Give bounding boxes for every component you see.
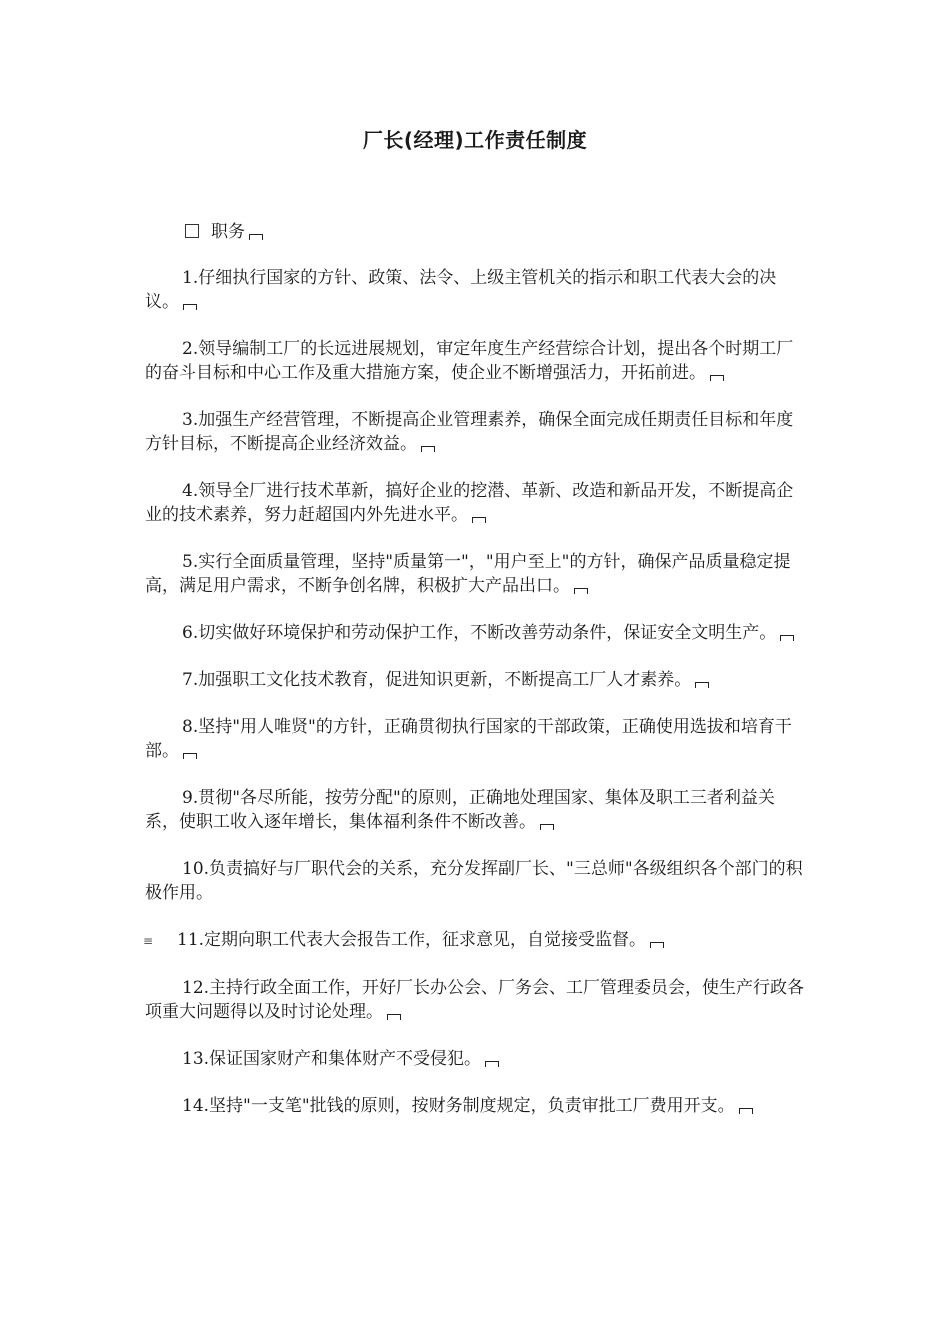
paragraph-mark-icon [249,234,263,240]
list-item [145,408,807,456]
list-item [145,1094,807,1118]
section-heading-text: 职务 [211,222,245,242]
list-item [145,550,807,598]
paragraph-mark-icon [421,446,435,452]
list-item [145,621,807,645]
list-item [145,715,807,763]
list-item-text: 13.保证国家财产和集体财产不受侵犯。 [182,1049,482,1069]
list-item [145,857,807,905]
list-item-text: 6.切实做好环境保护和劳动保护工作，不断改善劳动条件，保证安全文明生产。 [182,623,777,643]
paragraph-mark-icon [387,1014,401,1020]
list-item-text: 2.领导编制工厂的长远进展规划，审定年度生产经营综合计划，提出各个时期工厂的奋斗目标和中心工作及重大措施方案，使企业不断增强活力，开拓前进。 [145,339,794,383]
list-item-text: 9.贯彻"各尽所能，按劳分配"的原则，正确地处理国家、集体及职工三者利益关系，使职工收入逐年增长，集体福利条件不断改善。 [145,788,775,832]
list-item-text: 10.负责搞好与厂职代会的关系，充分发挥副厂长、"三总师"各级组织各个部门的积极作用。 [145,859,803,903]
paragraph-mark-icon [183,753,197,759]
outline-marker-icon: ≡ [143,934,154,948]
list-item [145,266,807,314]
list-item-text: 5.实行全面质量管理，坚持"质量第一"，"用户至上"的方针，确保产品质量稳定提高，满足用户需求，不断争创名牌，积极扩大产品出口。 [145,552,791,596]
paragraph-mark-icon [540,824,554,830]
paragraph-mark-icon [485,1061,499,1067]
list-item-text: 12.主持行政全面工作，开好厂长办公会、厂务会、工厂管理委员会，使生产行政各项重大问题得以及时讨论处理。 [145,978,805,1022]
list-item-text: 11.定期向职工代表大会报告工作，征求意见，自觉接受监督。 [177,930,647,950]
list-item [145,928,807,953]
paragraph-mark-icon [650,942,664,948]
list-item-text: 7.加强职工文化技术教育，促进知识更新，不断提高工厂人才素养。 [182,670,692,690]
paragraph-mark-icon [183,304,197,310]
list-item [145,976,807,1024]
list-item [145,1047,807,1071]
document-body [145,220,807,1141]
paragraph-mark-icon [780,635,794,641]
list-item [145,786,807,834]
document-title: 厂长(经理)工作责任制度 [362,128,588,152]
paragraph-mark-icon [710,375,724,381]
list-item [145,337,807,385]
paragraph-mark-icon [472,517,486,523]
checkbox-icon [185,224,199,238]
list-item-text: 3.加强生产经营管理，不断提高企业管理素养，确保全面完成任期责任目标和年度方针目标，不断提高企业经济效益。 [145,410,794,454]
list-item [145,479,807,527]
list-item [145,668,807,692]
paragraph-mark-icon [739,1108,753,1114]
section-heading [145,220,807,244]
paragraph-mark-icon [695,682,709,688]
list-item-text: 14.坚持"一支笔"批钱的原则，按财务制度规定，负责审批工厂费用开支。 [182,1096,735,1116]
list-item-text: 8.坚持"用人唯贤"的方针，正确贯彻执行国家的干部政策，正确使用选拔和培育干部。 [145,717,792,761]
paragraph-mark-icon [574,588,588,594]
list-item-text: 1.仔细执行国家的方针、政策、法令、上级主管机关的指示和职工代表大会的决议。 [145,268,777,312]
list-item-text: 4.领导全厂进行技术革新，搞好企业的挖潜、革新、改造和新品开发，不断提高企业的技术素养，努力赶超国内外先进水平。 [145,481,794,525]
